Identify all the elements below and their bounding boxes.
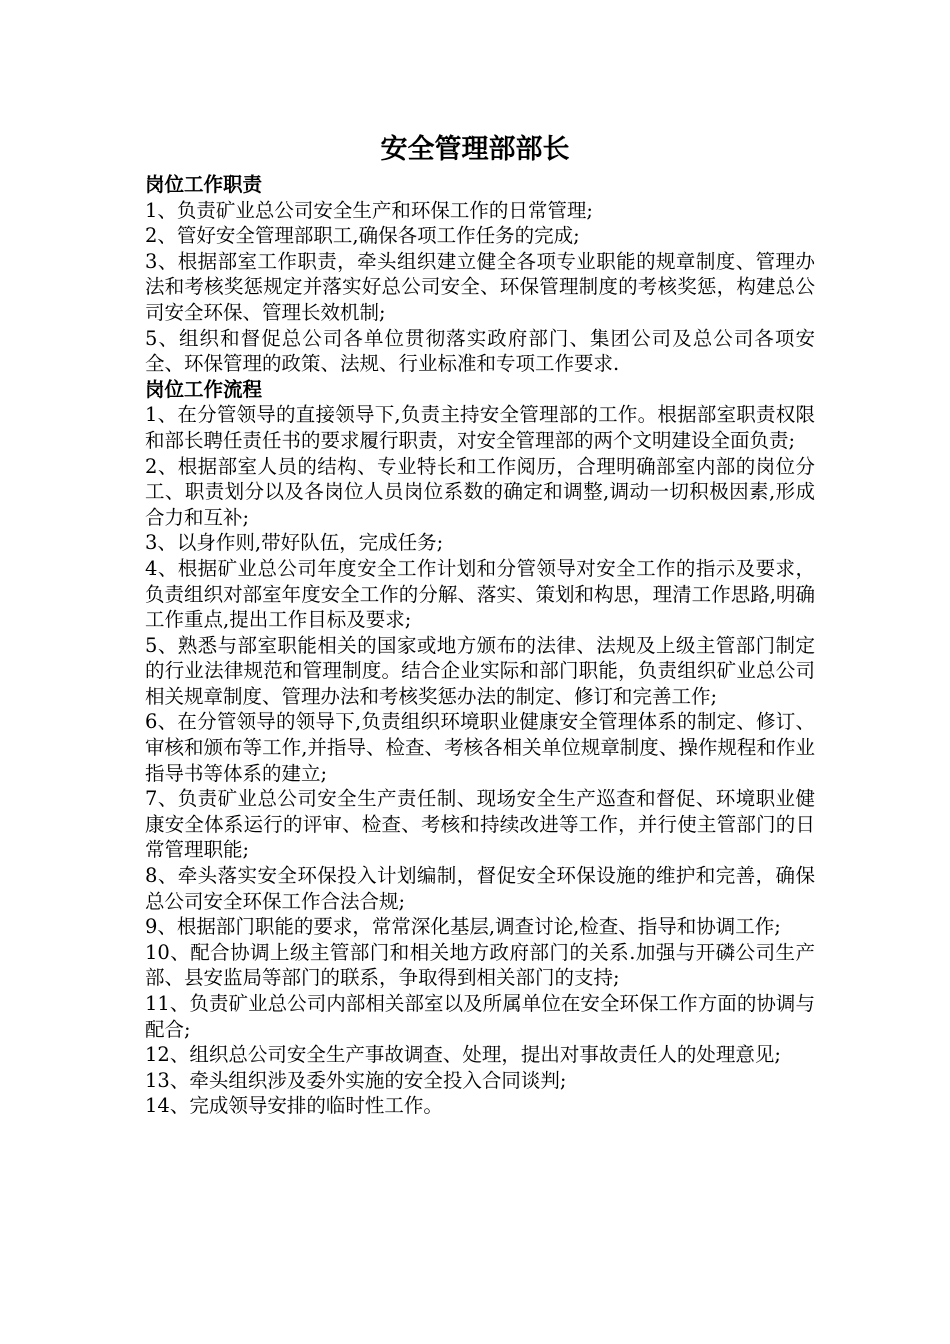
list-item: 3、根据部室工作职责，牵头组织建立健全各项专业职能的规章制度、管理办法和考核奖惩规定并落实好总公司安全、环保管理制度的考核奖惩，构建总公司安全环保、管理长效机制; xyxy=(145,249,815,324)
list-item: 2、管好安全管理部职工,确保各项工作任务的完成; xyxy=(145,224,580,248)
list-item: 5、组织和督促总公司各单位贯彻落实政府部门、集团公司及总公司各项安全、环保管理的政策、法规、行业标准和专项工作要求. xyxy=(145,326,815,376)
section-workflow xyxy=(145,377,815,1119)
list-item: 12、组织总公司安全生产事故调查、处理，提出对事故责任人的处理意见; xyxy=(145,1043,781,1067)
list-item: 10、配合协调上级主管部门和相关地方政府部门的关系.加强与开磷公司生产部、县安监局等部门的联系，争取得到相关部门的支持; xyxy=(145,940,815,990)
list-item: 1、负责矿业总公司安全生产和环保工作的日常管理; xyxy=(145,198,593,222)
list-item: 13、牵头组织涉及委外实施的安全投入合同谈判; xyxy=(145,1068,567,1092)
list-item: 6、在分管领导的领导下,负责组织环境职业健康安全管理体系的制定、修订、审核和颁布等工作,并指导、检查、考核各相关单位规章制度、操作规程和作业指导书等体系的建立; xyxy=(145,710,815,785)
list-item: 1、在分管领导的直接领导下,负责主持安全管理部的工作。根据部室职责权限和部长聘任责任书的要求履行职责，对安全管理部的两个文明建设全面负责; xyxy=(145,403,815,452)
list-item: 8、牵头落实安全环保投入计划编制，督促安全环保设施的维护和完善，确保总公司安全环保工作合法合规; xyxy=(145,864,815,913)
section-responsibilities xyxy=(145,172,815,377)
list-item: 2、根据部室人员的结构、专业特长和工作阅历，合理明确部室内部的岗位分工、职责划分以及各岗位人员岗位系数的确定和调整,调动一切积极因素,形成合力和互补; xyxy=(145,454,815,529)
list-item: 9、根据部门职能的要求，常常深化基层,调查讨论,检查、指导和协调工作; xyxy=(145,915,781,939)
list-item: 5、熟悉与部室职能相关的国家或地方颁布的法律、法规及上级主管部门制定的行业法律规范和管理制度。结合企业实际和部门职能，负责组织矿业总公司相关规章制度、管理办法和考核奖惩办法的制定、修订和完善工作; xyxy=(145,633,815,708)
section-heading: 岗位工作职责 xyxy=(145,173,263,196)
list-item: 14、完成领导安排的临时性工作。 xyxy=(145,1094,443,1118)
list-item: 7、负责矿业总公司安全生产责任制、现场安全生产巡查和督促、环境职业健康安全体系运行的评审、检查、考核和持续改进等工作，并行使主管部门的日常管理职能; xyxy=(145,787,815,862)
list-item: 4、根据矿业总公司年度安全工作计划和分管领导对安全工作的指示及要求，负责组织对部室年度安全工作的分解、落实、策划和构思，理清工作思路,明确工作重点,提出工作目标及要求; xyxy=(145,556,815,632)
list-item: 11、负责矿业总公司内部相关部室以及所属单位在安全环保工作方面的协调与配合; xyxy=(145,992,815,1041)
section-heading: 岗位工作流程 xyxy=(145,377,263,401)
document-title: 安全管理部部长 xyxy=(380,134,570,165)
list-item: 3、以身作则,带好队伍，完成任务; xyxy=(145,531,444,555)
document-body xyxy=(145,172,815,1119)
